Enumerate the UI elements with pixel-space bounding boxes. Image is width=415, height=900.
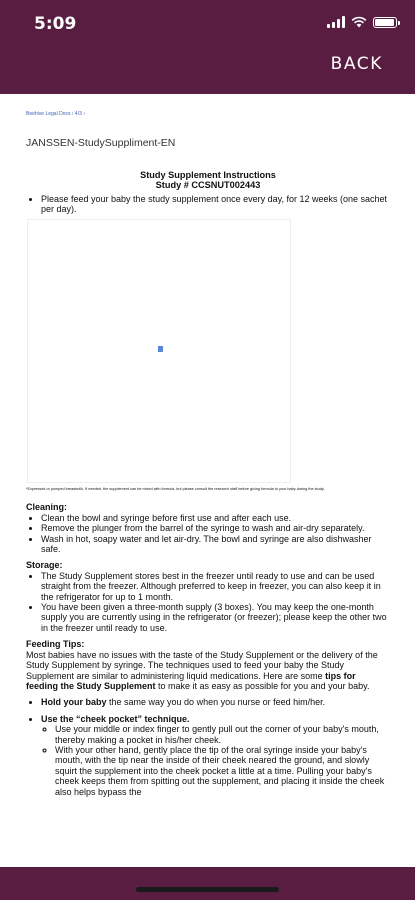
intro-item: • Please feed your baby the study supplement once every day, for 12 weeks (one sachet per day). <box>41 194 390 215</box>
document-viewer[interactable] <box>0 94 415 867</box>
cleaning-list <box>26 513 390 555</box>
feeding-tips-paragraph: Most babies have no issues with the taste of the Study Supplement or the delivery of the Study Supplement by syringe. The techniques used to feed your baby the Study Supplement are similar to administering liquid medications. Here are some tips for feeding the Study Supplement to make it as easy as possible for you and your baby. <box>26 649 378 691</box>
list-item: • The Study Supplement stores best in the freezer until ready to use and can be used straight from the freezer. Although preferred to keep in freezer, you can also keep it in the refrigerator for up to 1 month. <box>41 571 390 602</box>
list-item: • Use the “cheek pocket” technique. ◦ Use your middle or index finger to gently pull out the corner of your baby's mouth, thereby making a pocket in his/her cheek. ◦ With your other hand, gently place the tip of the oral syringe inside your baby's mouth, with the tip near the inside of their cheek neared the ground, and slowly squirt the supplement into the cheek pocket a little at a time. Pulling your baby's cheek keeps them from spitting out the supplement, and placing it inside the cheek also helps bypass the <box>41 714 390 797</box>
storage-heading: Storage: <box>26 560 63 571</box>
feeding-tips-list <box>26 697 390 797</box>
list-item: • Remove the plunger from the barrel of the syringe to wash and air-dry separately. <box>41 523 390 533</box>
status-bar <box>0 0 415 44</box>
list-item: ◦ Use your middle or index finger to gently pull out the corner of your baby's mouth, thereby making a pocket in his/her cheek. <box>55 724 390 745</box>
back-button[interactable]: BACK <box>330 54 383 74</box>
home-indicator-area <box>0 867 415 900</box>
list-item: • Clean the bowl and syringe before first use and after each use. <box>41 513 390 523</box>
wifi-icon <box>351 16 367 28</box>
status-time: 5:09 <box>34 14 77 34</box>
cellular-signal-icon <box>327 16 345 28</box>
embedded-image-placeholder <box>27 219 291 483</box>
document-page <box>26 170 390 797</box>
intro-list <box>26 194 390 215</box>
navigation-bar <box>0 44 415 92</box>
list-item: • Wash in hot, soapy water and let air-dry. The bowl and syringe are also dishwasher safe. <box>41 534 390 555</box>
broken-image-icon <box>158 346 163 352</box>
list-item: • You have been given a three-month supply (3 boxes). You may keep the one-month supply you are currently using in the refrigerator (or freezer); please keep the other two in the freezer until ready to use. <box>41 602 390 633</box>
cleaning-heading: Cleaning: <box>26 502 68 513</box>
document-title: JANSSEN-StudySuppliment-EN <box>26 137 176 149</box>
breadcrumb[interactable]: Beehive Legal Docs › 4/3 › <box>26 111 85 117</box>
feeding-tips-heading: Feeding Tips: <box>26 639 85 650</box>
home-indicator[interactable] <box>136 887 279 892</box>
battery-icon <box>373 17 397 28</box>
battery-level <box>375 19 394 26</box>
study-number: Study # CCSNUT002443 <box>155 180 261 191</box>
footnote: *Expressed or pumped breastmilk. If needed, the supplement can be mixed with formula, but please consult the research staff before giving formula to your baby during the study. <box>26 486 325 491</box>
storage-list <box>26 571 390 633</box>
cheek-pocket-steps <box>41 724 390 797</box>
instructions-title: Study Supplement Instructions <box>140 170 276 180</box>
list-item: • Hold your baby the same way you do when you nurse or feed him/her. <box>41 697 390 707</box>
status-icons <box>327 16 397 28</box>
list-item: ◦ With your other hand, gently place the tip of the oral syringe inside your baby's mouth, with the tip near the inside of their cheek neared the ground, and slowly squirt the supplement into the cheek pocket a little at a time. Pulling your baby's cheek keeps them from spitting out the supplement, and placing it inside the cheek also helps bypass the <box>55 745 390 797</box>
